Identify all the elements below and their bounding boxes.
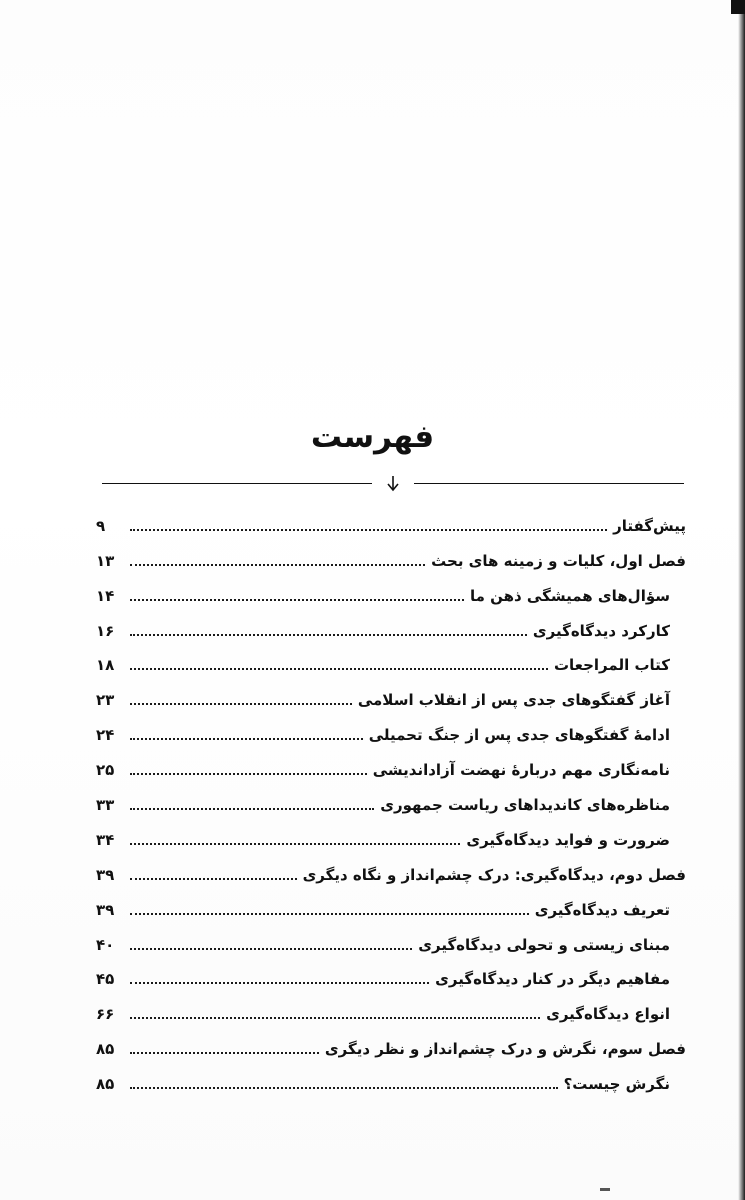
dot-leader (130, 878, 297, 880)
toc-entry-title: نگرش چیست؟ (563, 1075, 670, 1094)
toc-entry[interactable] (96, 927, 686, 962)
dot-leader (130, 913, 529, 915)
dot-leader (130, 599, 464, 601)
toc-entry-page: ۱۶ (96, 621, 115, 640)
dot-leader (130, 668, 548, 670)
toc-entry[interactable] (96, 613, 686, 648)
toc-entry[interactable] (96, 717, 686, 752)
toc-entry-page: ۶۶ (96, 1005, 115, 1024)
page-title: فهرست (310, 419, 435, 455)
toc-entry-title: پیش‌گفتار (613, 516, 686, 535)
dot-leader (130, 703, 352, 705)
dot-leader (130, 1017, 540, 1019)
rule-line-right (414, 483, 684, 484)
arrow-down-icon (383, 474, 403, 494)
toc-list (96, 508, 686, 1101)
toc-entry-page: ۸۵ (96, 1040, 115, 1059)
toc-entry[interactable] (96, 682, 686, 717)
toc-entry[interactable] (96, 996, 686, 1031)
toc-entry-page: ۸۵ (96, 1075, 115, 1094)
toc-entry[interactable] (96, 1066, 686, 1101)
toc-entry-page: ۴۰ (96, 935, 115, 954)
toc-entry-title: فصل سوم، نگرش و درک چشم‌انداز و نظر دیگری (324, 1040, 686, 1059)
dot-leader (130, 529, 607, 531)
toc-entry[interactable] (96, 962, 686, 997)
toc-entry-title: ضرورت و فواید دیدگاه‌گیری (466, 830, 670, 849)
toc-entry-page: ۱۴ (96, 586, 115, 605)
dot-leader (130, 773, 367, 775)
scan-speck (600, 1188, 610, 1191)
toc-entry-title: تعریف دیدگاه‌گیری (534, 900, 670, 919)
toc-entry-title: مفاهیم دیگر در کنار دیدگاه‌گیری (435, 970, 670, 989)
toc-entry-title: مناظره‌های کاندیداهای ریاست جمهوری (380, 796, 670, 815)
toc-entry-page: ۲۵ (96, 761, 115, 780)
toc-entry[interactable] (96, 752, 686, 787)
toc-entry-page: ۱۳ (96, 551, 115, 570)
toc-entry-page: ۹ (96, 516, 106, 535)
toc-entry[interactable] (96, 822, 686, 857)
toc-entry-title: فصل دوم، دیدگاه‌گیری: درک چشم‌انداز و نگاه دیگری (302, 865, 686, 884)
title-ornament-rule (102, 474, 684, 494)
toc-entry-title: کارکرد دیدگاه‌گیری (532, 621, 670, 640)
dot-leader (130, 634, 527, 636)
dot-leader (130, 1087, 558, 1089)
dot-leader (130, 843, 460, 845)
toc-entry-title: آغاز گفتگوهای جدی پس از انقلاب اسلامی (357, 691, 670, 710)
page-edge-shadow (738, 0, 745, 1200)
toc-entry-page: ۱۸ (96, 656, 115, 675)
toc-entry[interactable] (96, 648, 686, 683)
toc-entry-page: ۳۹ (96, 865, 115, 884)
dot-leader (130, 738, 363, 740)
rule-line-left (102, 483, 372, 484)
toc-entry[interactable] (96, 892, 686, 927)
toc-entry-page: ۳۹ (96, 900, 115, 919)
dot-leader (130, 808, 374, 810)
toc-entry-page: ۳۳ (96, 796, 115, 815)
toc-entry[interactable] (96, 543, 686, 578)
dot-leader (130, 982, 429, 984)
page-corner-mark (731, 0, 745, 14)
toc-entry[interactable] (96, 787, 686, 822)
toc-entry-title: انواع دیدگاه‌گیری (546, 1005, 670, 1024)
toc-entry-title: مبنای زیستی و تحولی دیدگاه‌گیری (418, 935, 670, 954)
toc-entry-page: ۴۵ (96, 970, 115, 989)
toc-entry-page: ۲۴ (96, 726, 115, 745)
toc-entry[interactable] (96, 1031, 686, 1066)
toc-entry-title: کتاب المراجعات (553, 656, 670, 675)
dot-leader (130, 948, 412, 950)
toc-entry[interactable] (96, 857, 686, 892)
toc-entry-page: ۳۴ (96, 830, 115, 849)
toc-entry-page: ۲۳ (96, 691, 115, 710)
toc-entry-title: نامه‌نگاری مهم دربارهٔ نهضت آزاداندیشی (372, 761, 670, 780)
toc-entry-title: ادامهٔ گفتگوهای جدی پس از جنگ تحمیلی (368, 726, 670, 745)
toc-entry-title: فصل اول، کلیات و زمینه های بحث (431, 551, 686, 570)
dot-leader (130, 1052, 319, 1054)
toc-entry-title: سؤال‌های همیشگی ذهن ما (469, 586, 670, 605)
toc-entry[interactable] (96, 508, 686, 543)
dot-leader (130, 564, 425, 566)
toc-entry[interactable] (96, 578, 686, 613)
